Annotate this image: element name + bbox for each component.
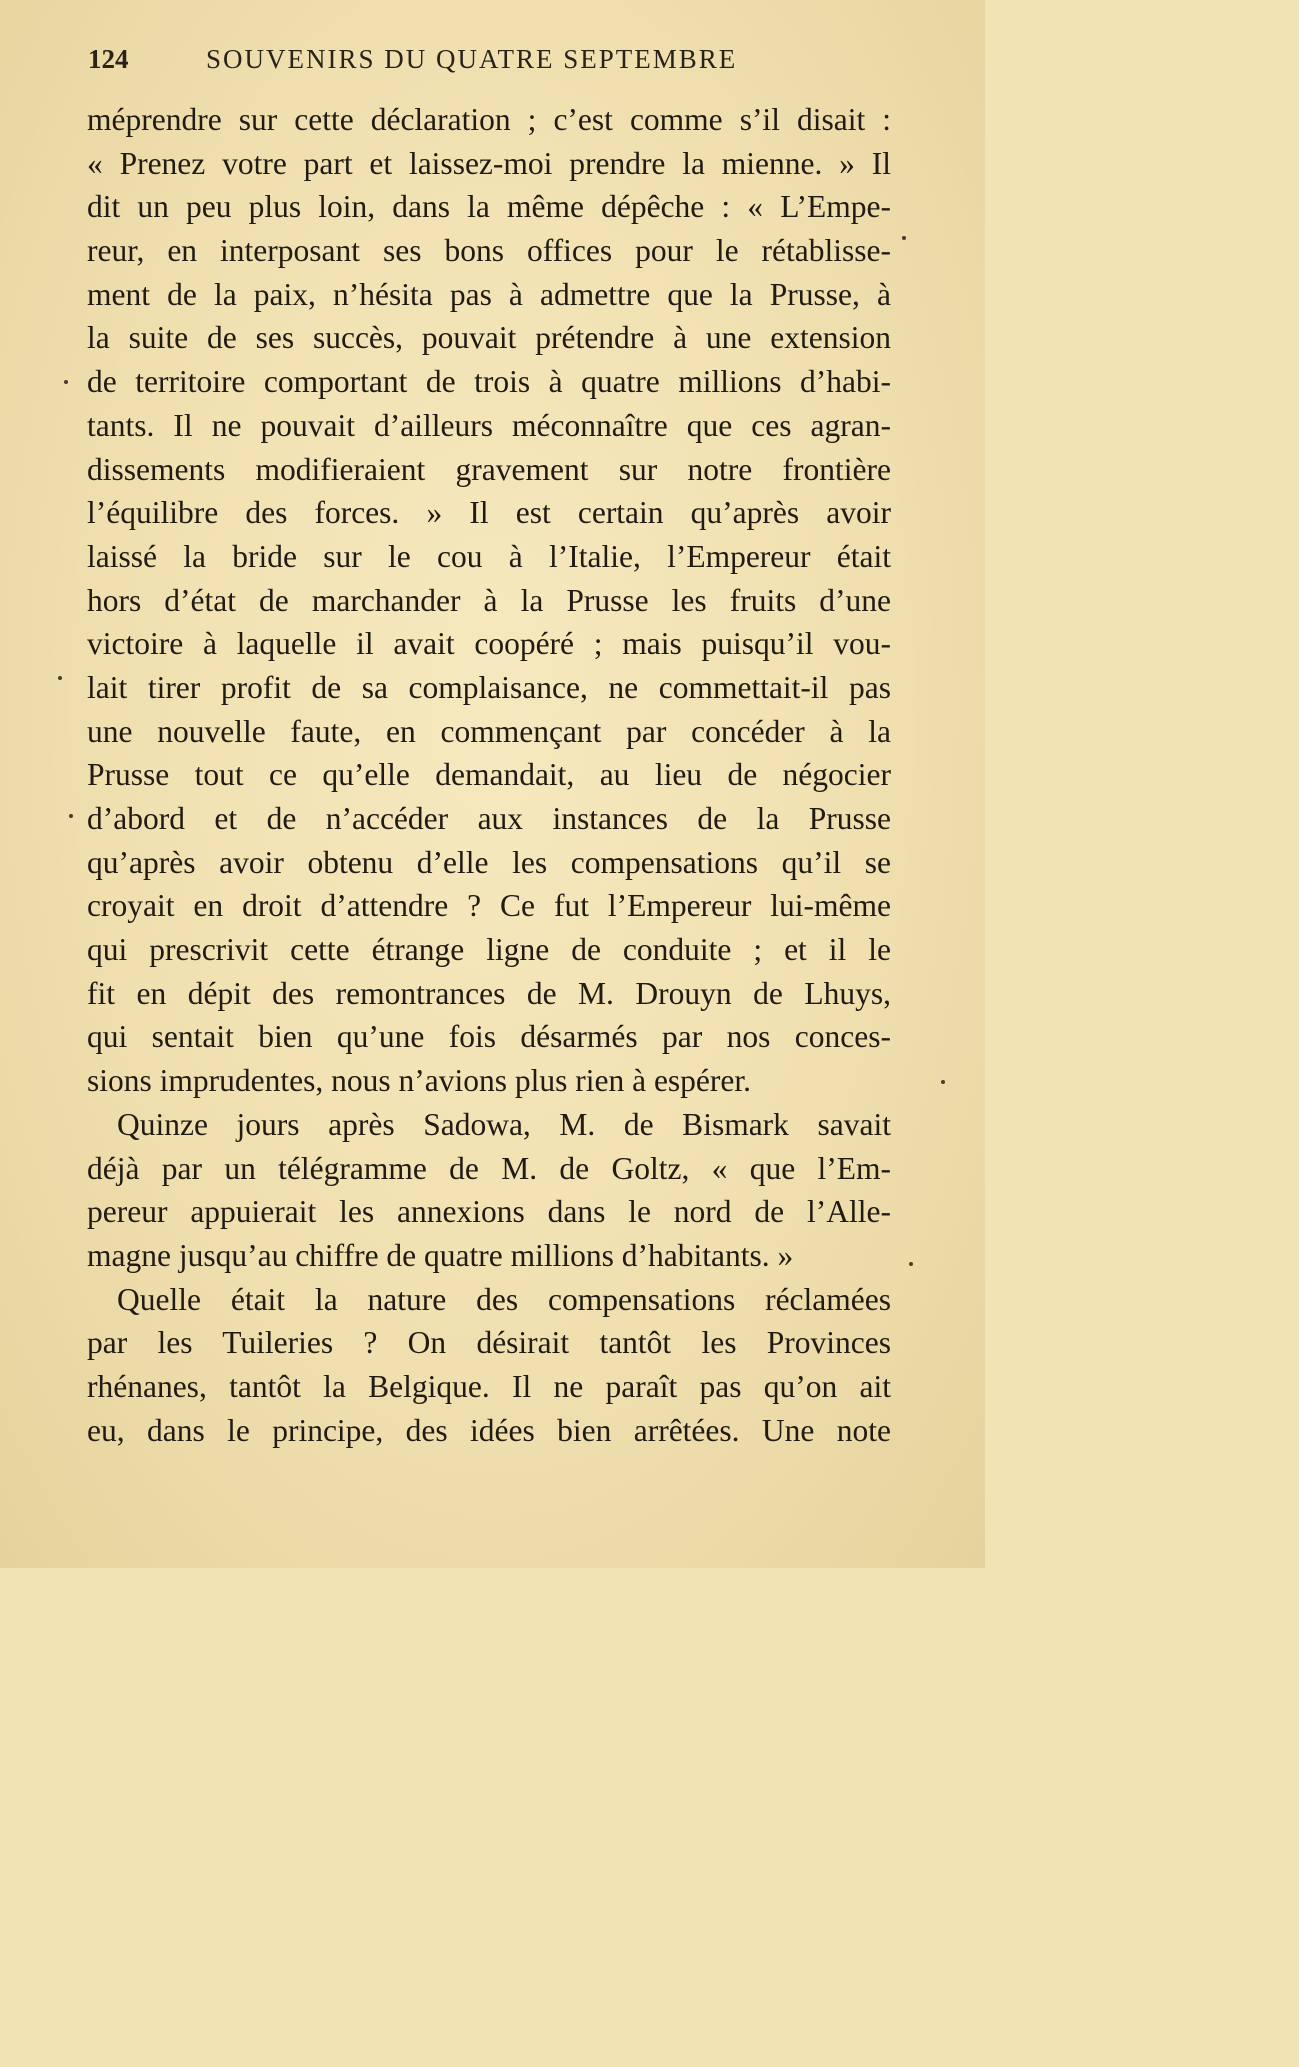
page-header (88, 44, 888, 84)
text-line: Quinze jours après Sadowa, M. de Bismark savait (117, 1106, 891, 1142)
text-line: une nouvelle faute, en commençant par concéder à la (87, 713, 891, 749)
page-number: 124 (88, 44, 129, 74)
text-line: victoire à laquelle il avait coopéré ; mais puisqu’il vou- (87, 626, 891, 662)
text-line: fit en dépit des remontrances de M. Drouyn de Lhuys, (87, 975, 891, 1011)
text-line: laissé la bride sur le cou à l’Italie, l’Empereur était (87, 538, 891, 574)
text-line: ment de la paix, n’hésita pas à admettre que la Prusse, à (87, 276, 891, 312)
text-line: croyait en droit d’attendre ? Ce fut l’Empereur lui-même (87, 888, 891, 924)
text-line: lait tirer profit de sa complaisance, ne commettait-il pas (87, 669, 891, 705)
text-line: hors d’état de marchander à la Prusse les fruits d’une (87, 582, 891, 618)
text-line: reur, en interposant ses bons offices pour le rétablisse- (87, 233, 891, 269)
paper-speck (941, 1080, 945, 1084)
text-line: rhénanes, tantôt la Belgique. Il ne paraît pas qu’on ait (87, 1368, 891, 1404)
text-line: Prusse tout ce qu’elle demandait, au lieu de négocier (87, 757, 891, 793)
text-line: l’équilibre des forces. » Il est certain qu’après avoir (87, 495, 891, 531)
text-line: dit un peu plus loin, dans la même dépêche : « L’Empe- (87, 189, 891, 225)
text-line: magne jusqu’au chiffre de quatre millions d’habitants. » (87, 1237, 794, 1273)
paper-speck (902, 236, 906, 240)
text-line: eu, dans le principe, des idées bien arrêtées. Une note (87, 1412, 891, 1448)
text-line: qu’après avoir obtenu d’elle les compensations qu’il se (87, 844, 891, 880)
running-title: SOUVENIRS DU QUATRE SEPTEMBRE (206, 44, 738, 74)
body-text (87, 98, 891, 1452)
text-line: pereur appuierait les annexions dans le nord de l’Alle- (87, 1194, 891, 1230)
paper-speck (58, 676, 62, 680)
text-line: d’abord et de n’accéder aux instances de la Prusse (87, 801, 891, 836)
text-line: qui sentait bien qu’une fois désarmés par nos conces- (87, 1019, 891, 1055)
text-line: sions imprudentes, nous n’avions plus rien à espérer. (87, 1063, 752, 1099)
text-line: qui prescrivit cette étrange ligne de conduite ; et il le (87, 932, 891, 968)
text-line: dissements modifieraient gravement sur notre frontière (87, 451, 891, 487)
text-line: la suite de ses succès, pouvait prétendre à une extension (87, 320, 891, 356)
paper-speck (909, 1262, 913, 1266)
paper-speck (64, 380, 68, 384)
paper-speck (69, 814, 73, 818)
text-line: Quelle était la nature des compensations réclamées (117, 1281, 891, 1317)
text-line: méprendre sur cette déclaration ; c’est comme s’il disait : (87, 102, 891, 137)
text-line: « Prenez votre part et laissez-moi prendre la mienne. » Il (87, 145, 891, 181)
text-line: de territoire comportant de trois à quatre millions d’habi- (87, 364, 891, 400)
text-line: tants. Il ne pouvait d’ailleurs méconnaître que ces agran- (87, 407, 891, 443)
text-line: par les Tuileries ? On désirait tantôt les Provinces (87, 1325, 891, 1361)
text-line: déjà par un télégramme de M. de Goltz, « que l’Em- (87, 1150, 891, 1186)
